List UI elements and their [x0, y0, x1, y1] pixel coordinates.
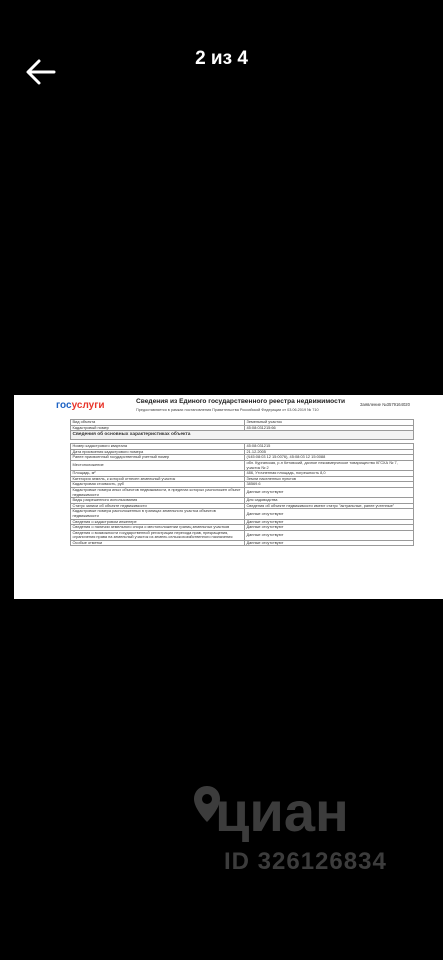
table-row: Кадастровые номера иных объектов недвижимости, в пределах которых расположен объект недвижимости Данные отсутствуют [71, 487, 414, 497]
table-row: Статус записи об объекте недвижимости Сведения об объекте недвижимости имеют статус "актуальные, ранее учтенные" [71, 503, 414, 509]
table-row: Ранее присвоенный государственный учетный номер (Ч45:08:03 12 15:0076), 45:08:03 12 15:0088 [71, 455, 414, 461]
table-row: Сведения о возможности государственной регистрации перехода прав, прекращения, ограничения права на земельный участок из земель сельскохозяйственного назначения Данные отсутствуют [71, 530, 414, 540]
table-row: Сведения о наличии земельного спора о местоположении границ земельных участков Данные отсутствуют [71, 525, 414, 531]
watermark-id: ID 326126834 [224, 848, 387, 875]
page-counter: 2 из 4 [195, 48, 248, 69]
table-row: Виды разрешенного использования Для садоводства [71, 498, 414, 504]
document-header [14, 395, 443, 417]
table-row: Дата присвоения кадастрового номера 21.12.2005 [71, 449, 414, 455]
document-title: Сведения из Единого государственного реестра недвижимости [136, 398, 346, 405]
table-row: Местоположение обл. Курганская, р-н Кетовский, дачное некоммерческое товарищество КГСХА № 7, участок № 2 [71, 460, 414, 470]
gosuslugi-logo: госуслуги [56, 400, 105, 411]
table-row: Площадь, м² 486, Уточненная площадь, погрешность 8,0 [71, 471, 414, 477]
document-image[interactable] [14, 395, 443, 599]
document-subtitle: Предоставляется в рамках постановления Правительства Российской Федерации от 03.06.2019 № 710 [136, 408, 319, 412]
table-row: Особые отметки Данные отсутствуют [71, 540, 414, 546]
table-row: Категория земель, к которой отнесен земельный участок Земли населенных пунктов [71, 476, 414, 482]
viewer-topbar [0, 0, 443, 130]
table-row: Номер кадастрового квартала 45:08:031215 [71, 444, 414, 450]
section-heading: Сведения об основных характеристиках объекта [71, 431, 414, 440]
table-row: Кадастровая стоимость, руб 38569.6 [71, 482, 414, 488]
request-number: Заявление №3579164020 [360, 402, 410, 407]
table-row: Сведения о кадастровом инженере Данные отсутствуют [71, 519, 414, 525]
table-row: Кадастровый номер 45:08:031215:66 [71, 425, 414, 431]
table-row: Кадастровые номера расположенных в границах земельного участка объектов недвижимости Данные отсутствуют [71, 509, 414, 519]
watermark-brand: циан [215, 780, 349, 843]
registry-table [70, 419, 414, 546]
table-row: Вид объекта Земельный участок [71, 420, 414, 426]
cian-watermark [180, 782, 430, 892]
